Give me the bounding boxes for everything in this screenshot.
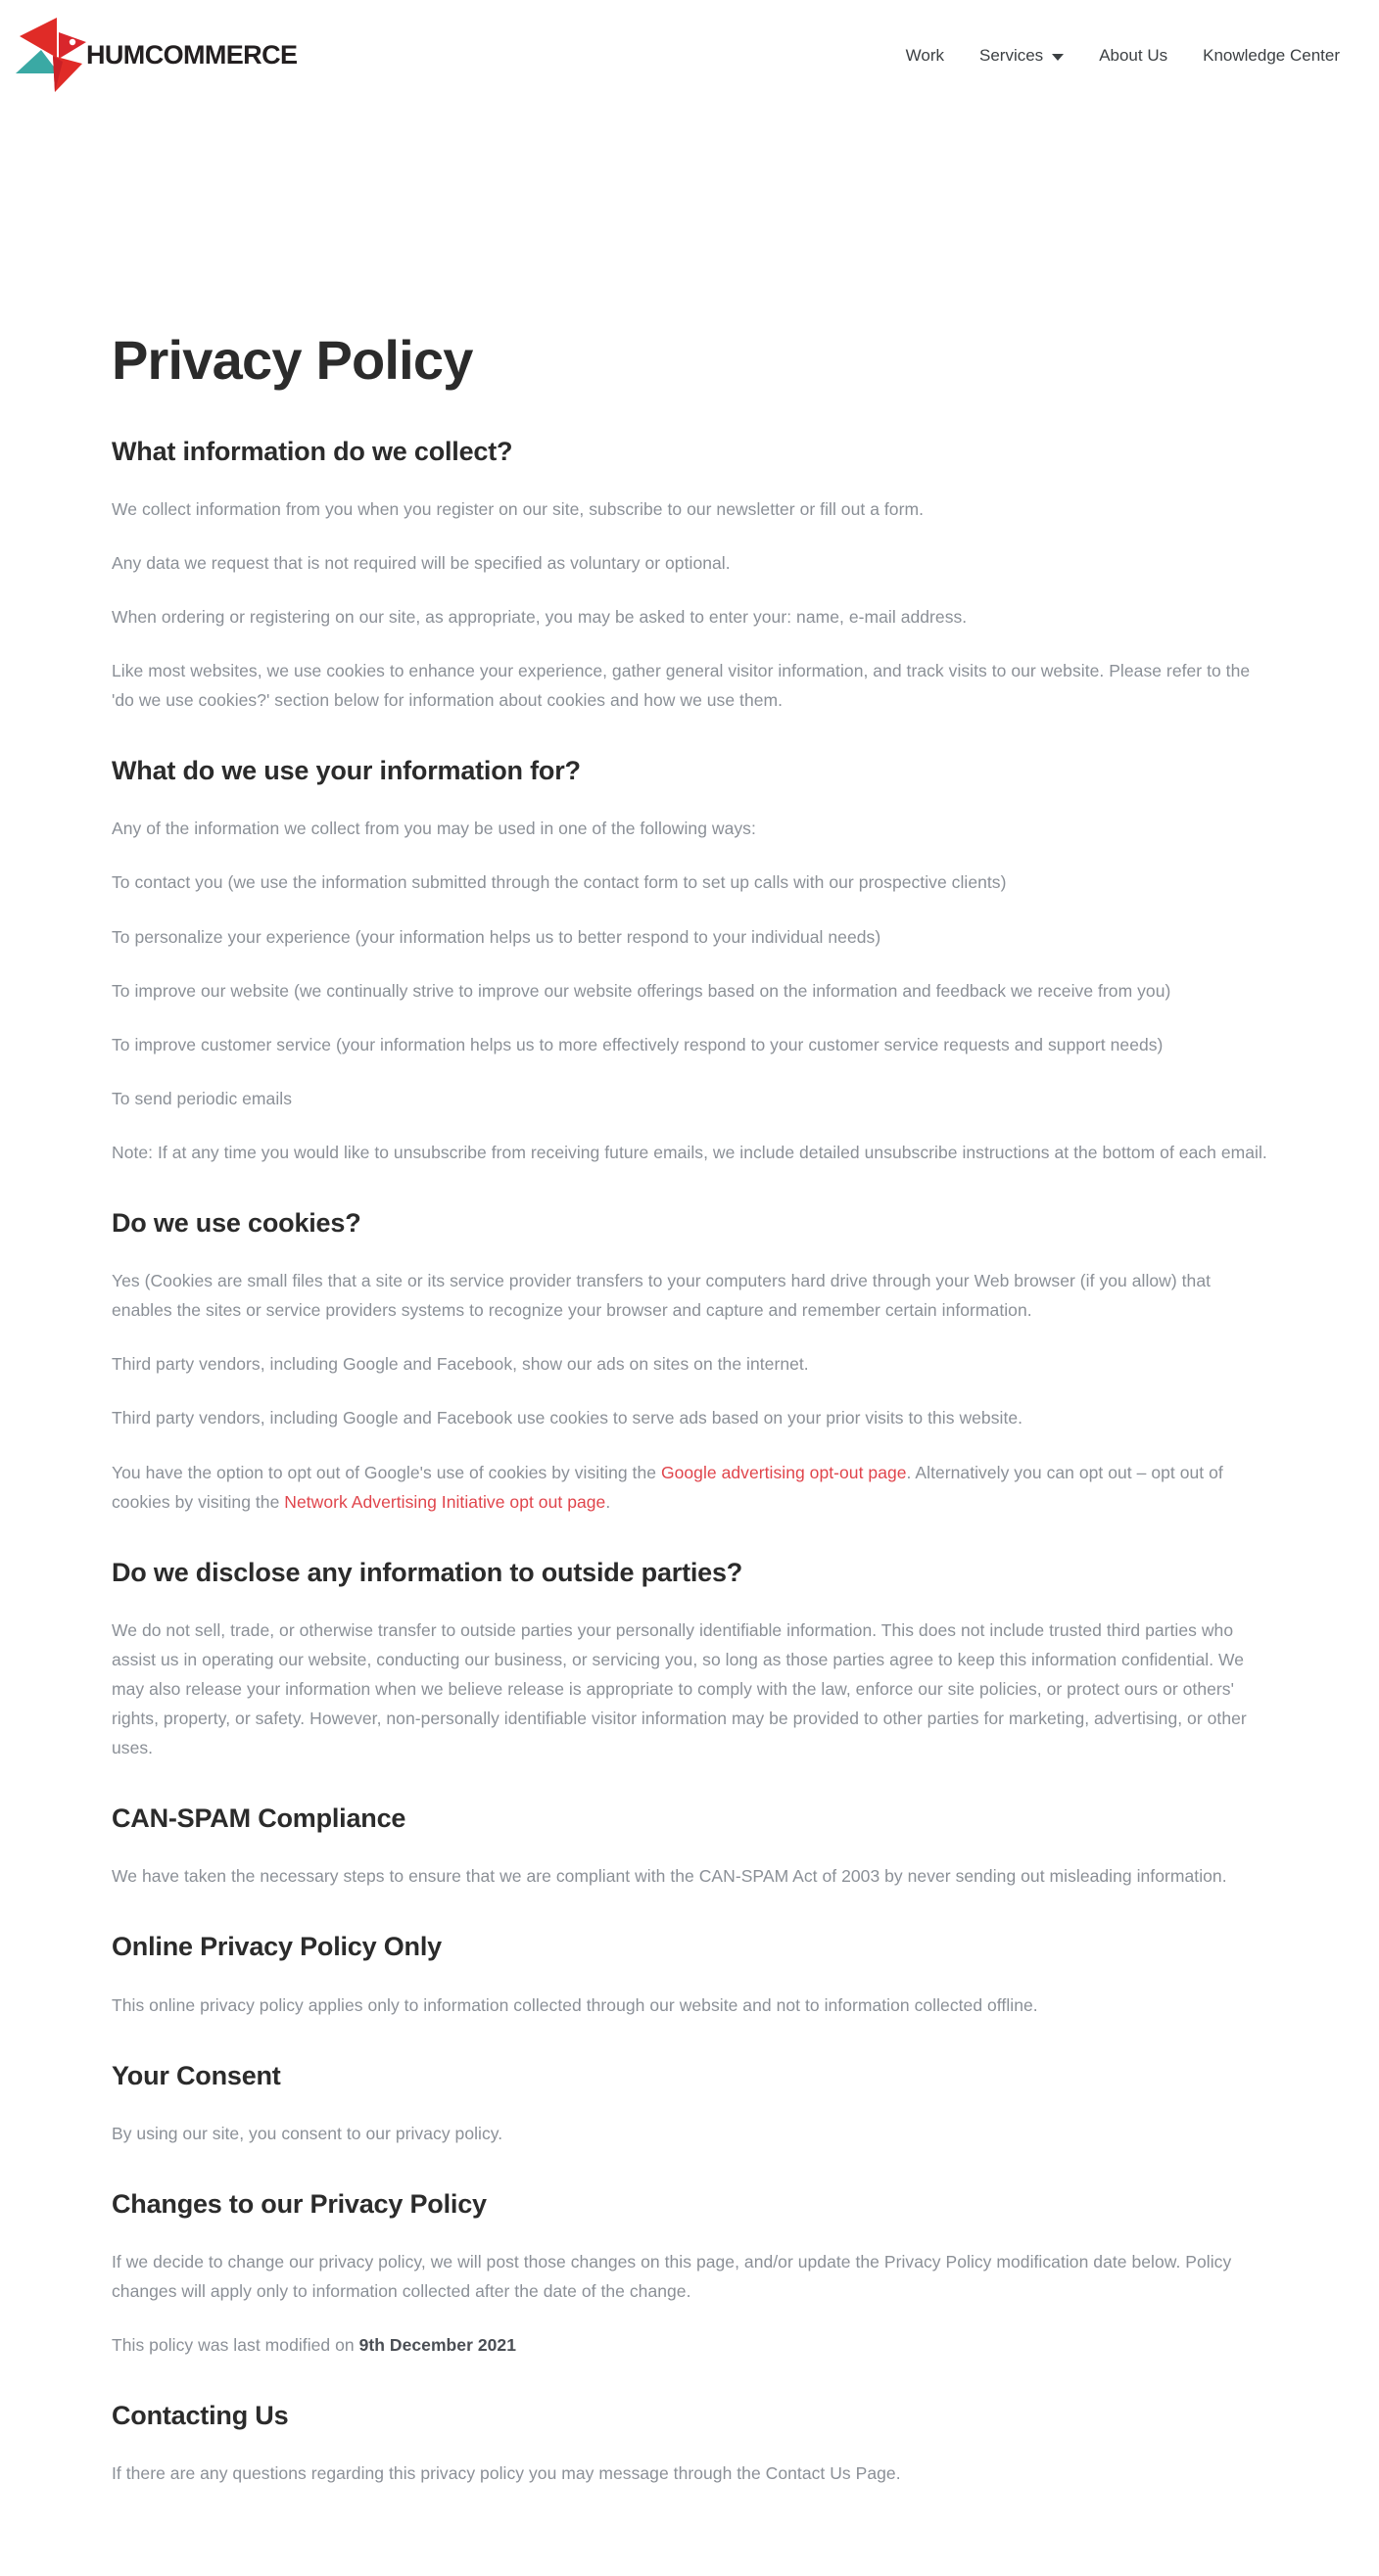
- section-heading: Contacting Us: [112, 2401, 289, 2431]
- brand-logo-link[interactable]: [14, 13, 297, 97]
- section-what-information-do-we-collect: [112, 435, 1267, 716]
- section-paragraph: This online privacy policy applies only to information collected through our website and not to information collected offline.: [112, 1994, 1038, 2015]
- section-paragraph: Third party vendors, including Google and Facebook use cookies to serve ads based on your prior visits to this website.: [112, 1408, 1023, 1429]
- section-heading: What information do we collect?: [112, 436, 513, 466]
- nav-item-about-us-label: About Us: [1099, 45, 1168, 65]
- section-heading: What do we use your information for?: [112, 756, 581, 786]
- section-paragraph: Any of the information we collect from you may be used in one of the following ways:: [112, 819, 756, 839]
- section-contacting-us: [112, 2399, 1267, 2488]
- section-changes-to-our-privacy-policy: [112, 2187, 1267, 2360]
- opt-out-text-part-2: . Alternatively you can opt out – opt out of cookies by visiting the: [112, 1462, 1223, 1512]
- section-paragraph: Like most websites, we use cookies to enhance your experience, gather general visitor information, and track visits to our website. Please refer to the 'do we use cookies?' section below for information about cookies and how we use them.: [112, 661, 1251, 711]
- opt-out-text-part-1: You have the option to opt out of Google's use of cookies by visiting the: [112, 1462, 661, 1482]
- main-navigation: [888, 47, 1357, 64]
- last-modified-date: 9th December 2021: [358, 2335, 516, 2356]
- section-paragraph: To personalize your experience (your information helps us to better respond to your individual needs): [112, 926, 881, 947]
- nav-item-knowledge-center[interactable]: [1185, 47, 1357, 64]
- section-paragraph: If we decide to change our privacy policy, we will post those changes on this page, and/or update the Privacy Policy modification date below. Policy changes will apply only to information collected after the date of the change.: [112, 2251, 1232, 2301]
- section-what-do-we-use-your-information-for: [112, 754, 1267, 1167]
- section-can-spam-compliance: [112, 1802, 1267, 1891]
- section-online-privacy-policy-only: [112, 1930, 1267, 2019]
- section-paragraph: Yes (Cookies are small files that a site or its service provider transfers to your computers hard drive through your Web browser (if you allow) that enables the sites or service providers systems to recognize your browser and capture and remember certain information.: [112, 1271, 1212, 1321]
- section-paragraph: When ordering or registering on our site, as appropriate, you may be asked to enter your: name, e-mail address.: [112, 607, 968, 627]
- section-paragraph: To contact you (we use the information submitted through the contact form to set up calls with our prospective clients): [112, 872, 1007, 893]
- opt-out-paragraph: [112, 1458, 1267, 1517]
- page-title: Privacy Policy: [112, 329, 473, 391]
- section-do-we-use-cookies: [112, 1206, 1267, 1517]
- section-paragraph: We have taken the necessary steps to ensure that we are compliant with the CAN-SPAM Act of 2003 by never sending out misleading information.: [112, 1866, 1227, 1887]
- nav-item-work[interactable]: [888, 47, 962, 64]
- section-paragraph: To improve customer service (your information helps us to more effectively respond to your customer service requests and support needs): [112, 1034, 1164, 1054]
- nav-item-about-us[interactable]: [1081, 47, 1185, 64]
- section-do-we-disclose-any-information-to-outside-parties: [112, 1556, 1267, 1763]
- section-paragraph: If there are any questions regarding this privacy policy you may message through the Contact Us Page.: [112, 2463, 901, 2484]
- humcommerce-pinwheel-logo-icon: [14, 13, 88, 97]
- nav-item-knowledge-center-label: Knowledge Center: [1203, 45, 1340, 65]
- site-header: [0, 0, 1379, 110]
- last-modified-prefix: This policy was last modified on: [112, 2335, 359, 2356]
- section-paragraph: We collect information from you when you register on our site, subscribe to our newsletter or fill out a form.: [112, 498, 925, 519]
- nav-item-services-label: Services: [979, 45, 1044, 65]
- opt-out-text-part-3: .: [605, 1491, 611, 1512]
- section-paragraph: We do not sell, trade, or otherwise transfer to outside parties your personally identifiable information. This does not include trusted third parties who assist us in operating our website, conducting our business, or servicing you, so long as those parties agree to keep this information confidential. We may also release your information when we believe release is appropriate to comply with the law, enforce our site policies, or protect ours or others' rights, property, or safety. However, non-personally identifiable visitor information may be provided to other parties for marketing, advertising, or other uses.: [112, 1619, 1247, 1758]
- page-bottom-spacer: [112, 2488, 1267, 2576]
- network-advertising-initiative-opt-out-link[interactable]: Network Advertising Initiative opt out page: [284, 1491, 606, 1512]
- policy-content: [112, 330, 1267, 2576]
- section-heading: Online Privacy Policy Only: [112, 1932, 442, 1962]
- section-heading: Do we disclose any information to outside parties?: [112, 1557, 743, 1587]
- section-paragraph: Note: If at any time you would like to unsubscribe from receiving future emails, we include detailed unsubscribe instructions at the bottom of each email.: [112, 1142, 1267, 1162]
- section-paragraph: By using our site, you consent to our privacy policy.: [112, 2123, 503, 2143]
- section-heading: Do we use cookies?: [112, 1208, 361, 1239]
- nav-item-services[interactable]: [962, 47, 1081, 64]
- section-heading: CAN-SPAM Compliance: [112, 1803, 406, 1834]
- chevron-down-icon: [1052, 54, 1064, 61]
- section-paragraph: To send periodic emails: [112, 1088, 293, 1108]
- section-paragraph: Any data we request that is not required will be specified as voluntary or optional.: [112, 552, 731, 573]
- privacy-policy-page: [0, 110, 1379, 2576]
- section-paragraph: To improve our website (we continually strive to improve our website offerings based on the information and feedback we receive from you): [112, 980, 1171, 1001]
- section-paragraph: Third party vendors, including Google and Facebook, show our ads on sites on the internet.: [112, 1354, 809, 1375]
- section-heading: Your Consent: [112, 2060, 281, 2090]
- nav-item-work-label: Work: [905, 45, 944, 65]
- google-advertising-opt-out-link[interactable]: Google advertising opt-out page: [660, 1462, 907, 1482]
- section-heading: Changes to our Privacy Policy: [112, 2188, 487, 2219]
- section-your-consent: [112, 2059, 1267, 2148]
- brand-name: HUMCOMMERCE: [86, 39, 298, 70]
- last-modified-paragraph: [112, 2330, 1267, 2360]
